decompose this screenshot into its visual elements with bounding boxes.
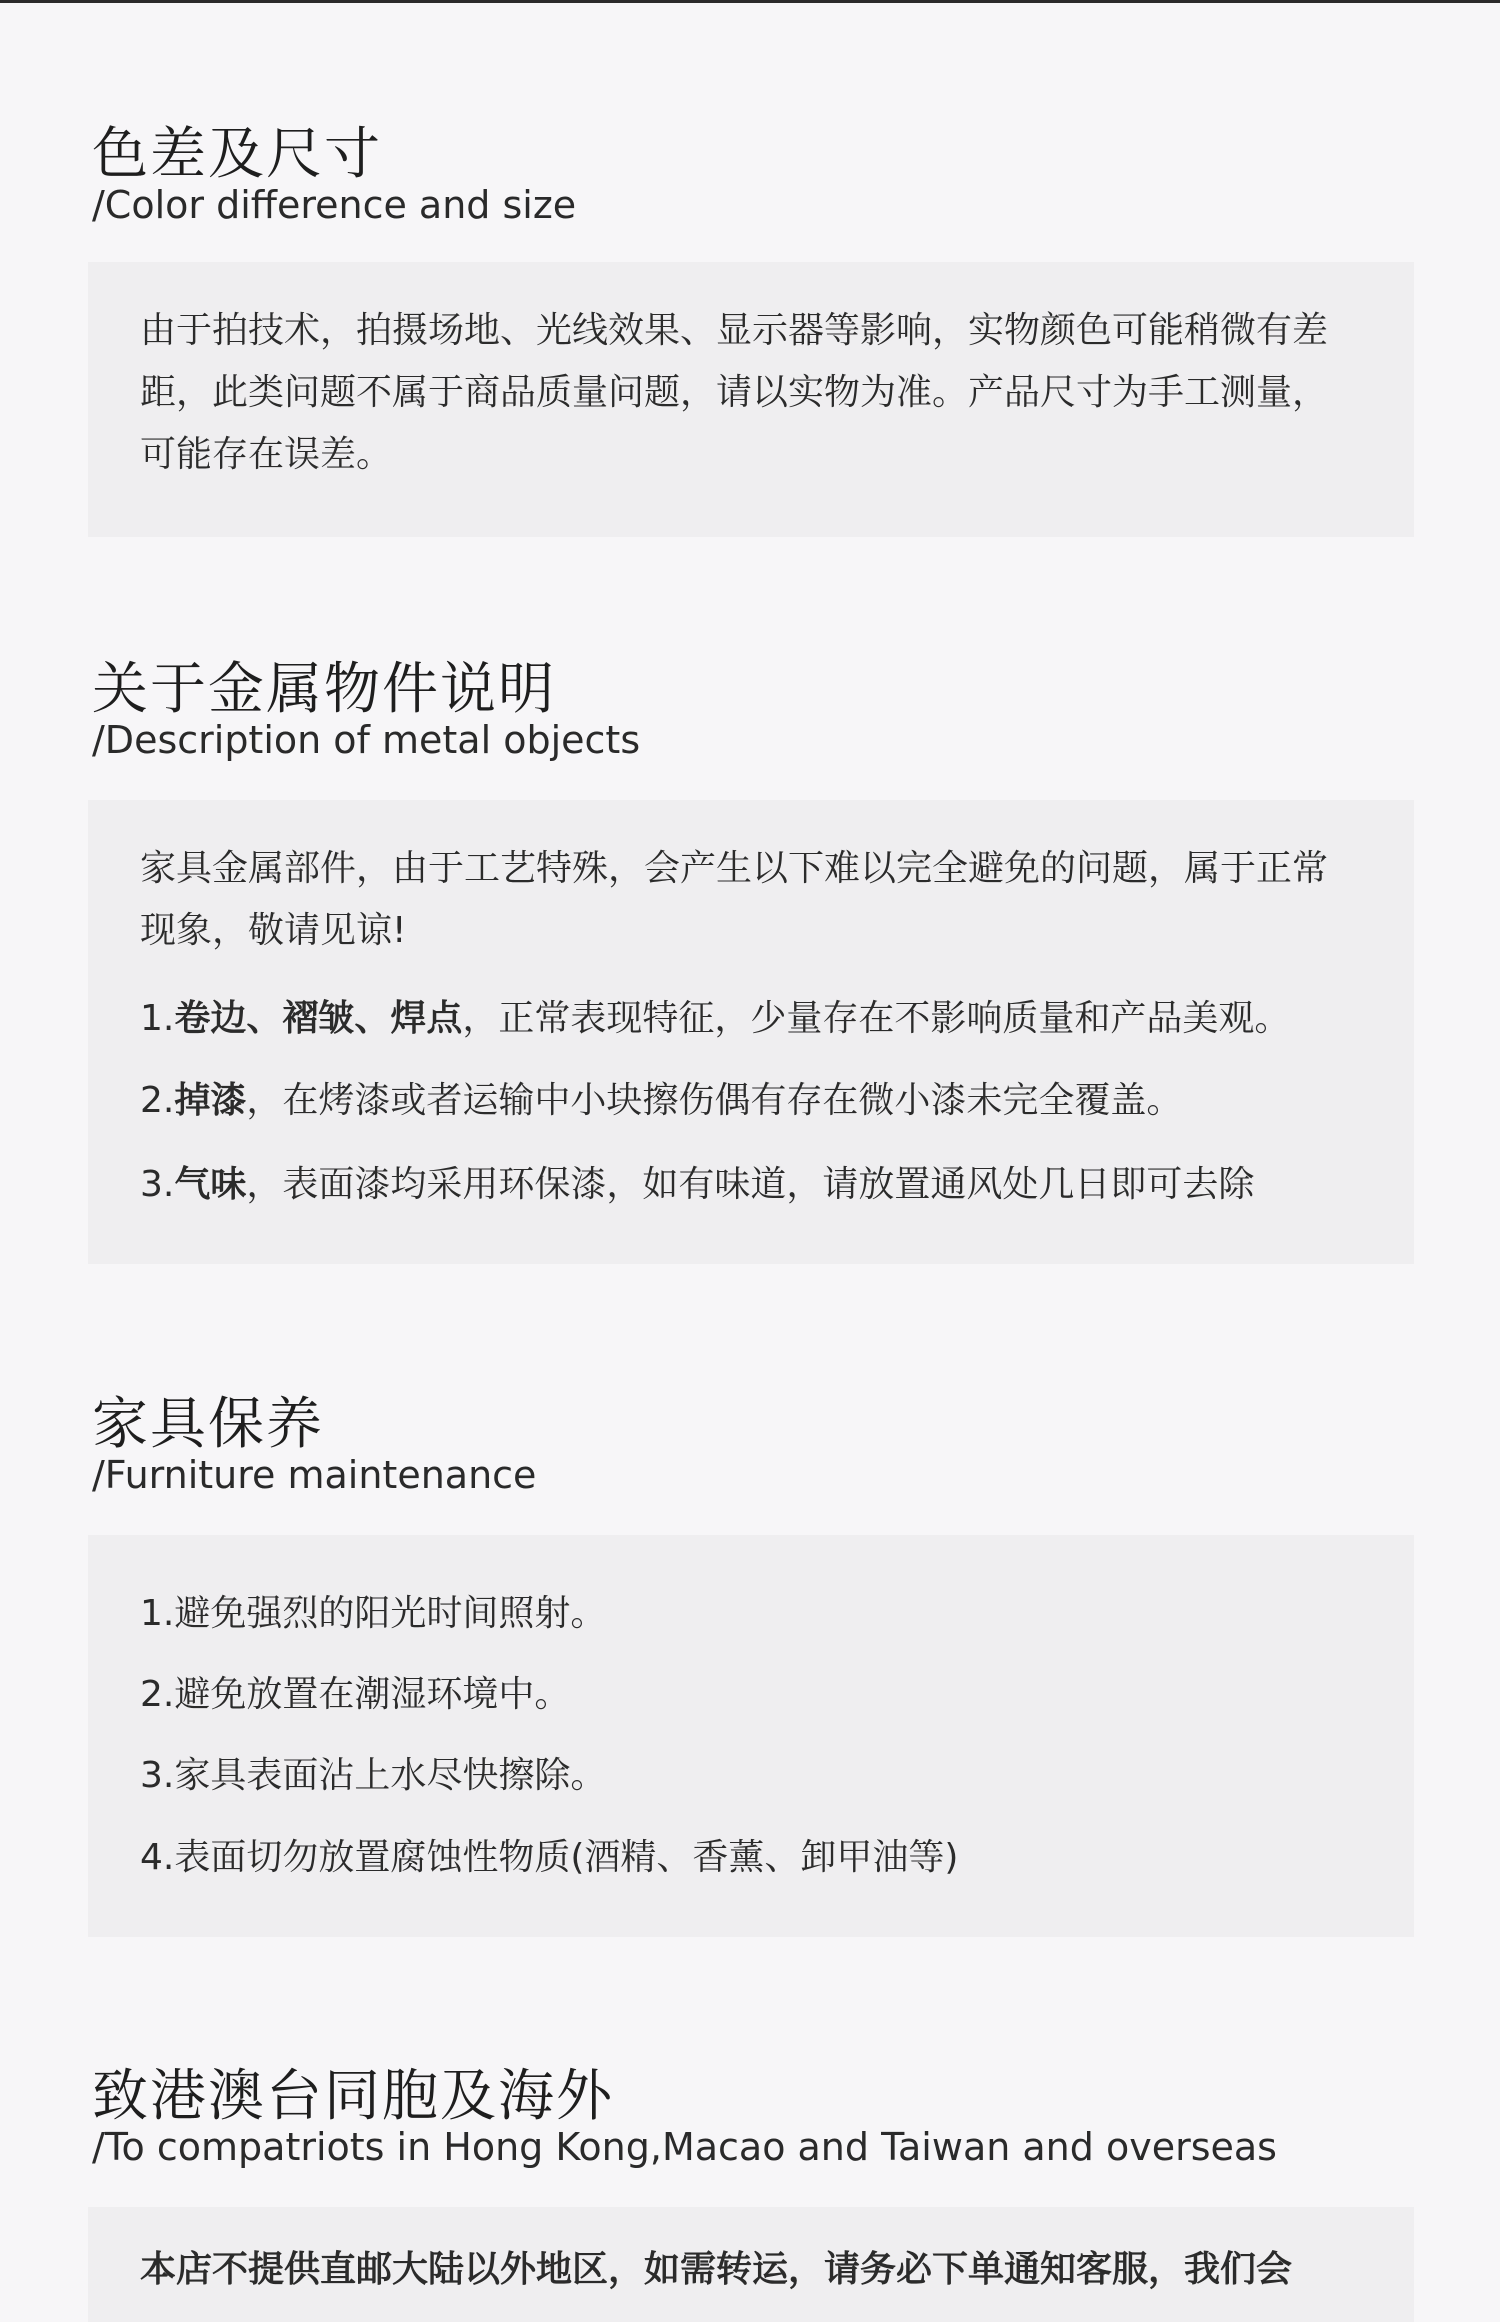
item-number: 1. xyxy=(140,998,175,1039)
section-title: 致港澳台同胞及海外 xyxy=(92,2064,614,2129)
item-keyword: 卷边、褶皱、焊点 xyxy=(174,998,463,1039)
info-box xyxy=(88,2207,1414,2322)
section-title: 色差及尺寸 xyxy=(92,122,382,187)
list-item: 3.家具表面沾上水尽快擦除。 xyxy=(140,1755,607,1796)
info-paragraph: 家具金属部件，由于工艺特殊，会产生以下难以完全避免的问题，属于正常现象，敬请见谅! xyxy=(140,848,1329,951)
list-item xyxy=(140,1072,1182,1123)
section-subtitle: /To compatriots in Hong Kong,Macao and Taiwan and overseas xyxy=(92,2125,1277,2169)
section-title: 家具保养 xyxy=(92,1392,324,1457)
item-number: 3. xyxy=(140,1164,175,1205)
item-text: ，正常表现特征，少量存在不影响质量和产品美观。 xyxy=(462,998,1291,1039)
info-box xyxy=(88,262,1414,537)
section-title: 关于金属物件说明 xyxy=(92,657,556,722)
top-divider xyxy=(0,0,1500,3)
info-paragraph: 由于拍技术，拍摄场地、光线效果、显示器等影响，实物颜色可能稍微有差距，此类问题不属于商品质量问题，请以实物为准。产品尺寸为手工测量，可能存在误差。 xyxy=(140,310,1329,475)
list-item: 4.表面切勿放置腐蚀性物质(酒精、香薰、卸甲油等) xyxy=(140,1837,959,1878)
section-subtitle: /Description of metal objects xyxy=(92,718,641,762)
list-item xyxy=(140,1156,1254,1207)
list-item: 2.避免放置在潮湿环境中。 xyxy=(140,1674,571,1715)
section-subtitle: /Furniture maintenance xyxy=(92,1453,537,1497)
info-paragraph: 本店不提供直邮大陆以外地区，如需转运，请务必下单通知客服，我们会 xyxy=(140,2249,1293,2290)
info-box xyxy=(88,1535,1414,1937)
item-keyword: 气味 xyxy=(174,1164,247,1205)
list-item: 1.避免强烈的阳光时间照射。 xyxy=(140,1593,607,1634)
item-number: 2. xyxy=(140,1080,175,1121)
item-text: ，在烤漆或者运输中小块擦伤偶有存在微小漆未完全覆盖。 xyxy=(246,1080,1183,1121)
item-keyword: 掉漆 xyxy=(174,1080,247,1121)
info-box xyxy=(88,800,1414,1264)
list-item xyxy=(140,990,1290,1041)
item-text: ，表面漆均采用环保漆，如有味道，请放置通风处几日即可去除 xyxy=(246,1164,1255,1205)
section-subtitle: /Color difference and size xyxy=(92,183,577,227)
